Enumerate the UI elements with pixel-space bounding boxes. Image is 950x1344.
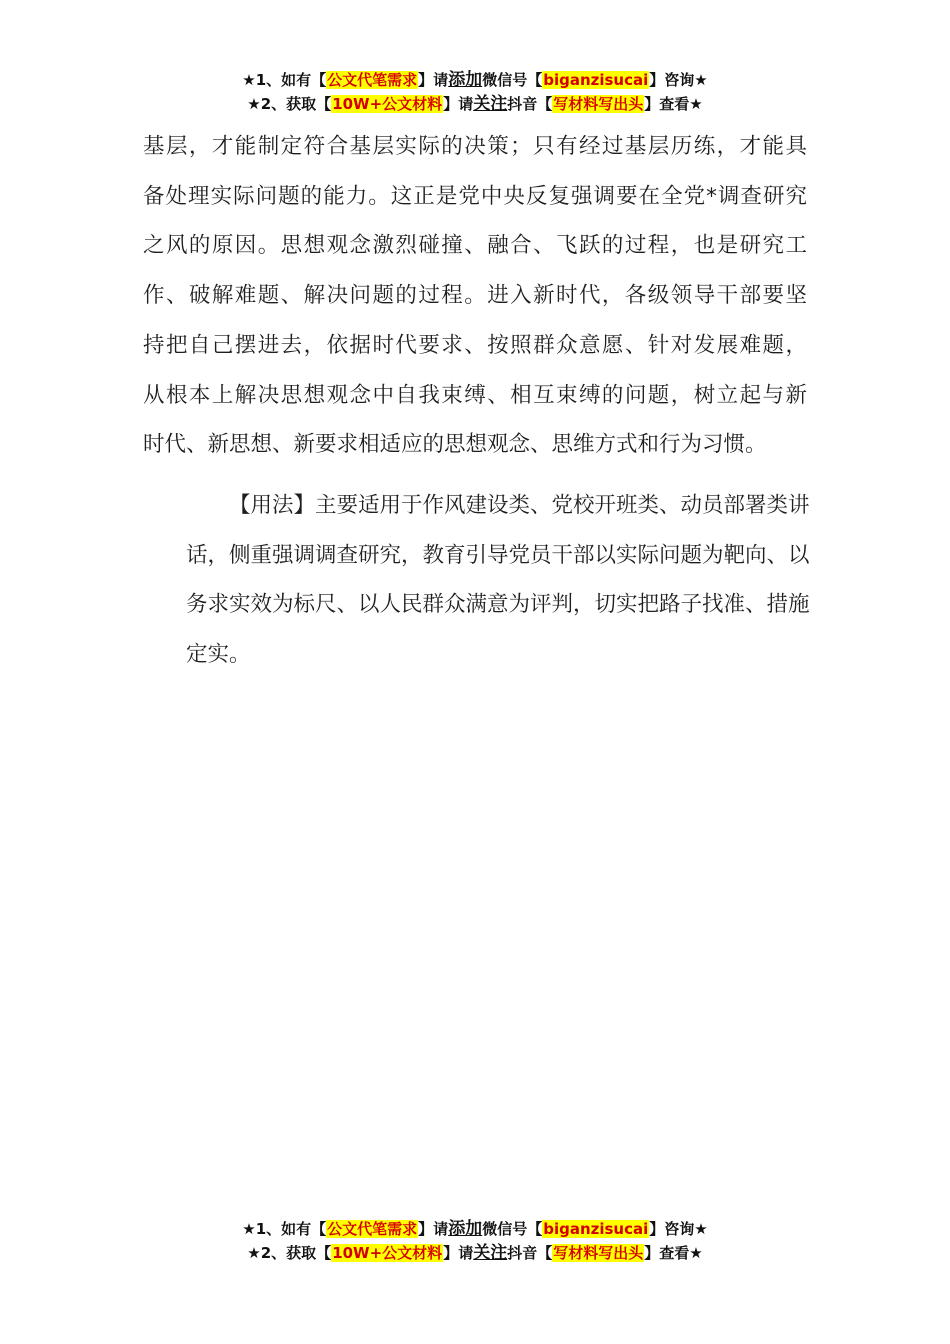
banner-text: 】咨询★ (649, 71, 708, 89)
highlight-douyin-account: 写材料写出头 (553, 95, 644, 113)
banner-text: 】请 (443, 95, 474, 113)
banner-line-1 (0, 68, 950, 92)
banner-line-1 (0, 1217, 950, 1241)
banner-emphasis: 添加 (448, 70, 483, 90)
banner-text: 】查看★ (644, 1244, 703, 1262)
highlight-wechat-id: biganzisucai (543, 1220, 649, 1238)
banner-text: ★1、如有【 (242, 71, 327, 89)
text-line: 备处理实际问题的能力。这正是党中央反复强调要在全党*调查研究 (143, 183, 807, 209)
banner-line-2 (0, 92, 950, 116)
banner-text: 微信号【 (482, 71, 543, 89)
banner-text: 】请 (418, 1220, 449, 1238)
text-line: 基层，才能制定符合基层实际的决策；只有经过基层历练，才能具 (143, 134, 807, 159)
banner-text: 抖音【 (507, 1244, 553, 1262)
highlight-materials: 10W+公文材料 (332, 95, 443, 113)
text-line: 时代、新思想、新要求相适应的思想观念、思维方式和行为习惯。 (143, 432, 767, 458)
highlight-service: 公文代笔需求 (327, 71, 418, 89)
highlight-douyin-account: 写材料写出头 (553, 1244, 644, 1262)
banner-emphasis: 添加 (448, 1219, 483, 1239)
highlight-materials: 10W+公文材料 (332, 1244, 443, 1262)
banner-text: 抖音【 (507, 95, 553, 113)
banner-text: ★2、获取【 (247, 1244, 332, 1262)
text-line: 【用法】主要适用于作风建设类、党校开班类、动员部署类讲 (229, 493, 810, 518)
text-line: 话，侧重强调调查研究，教育引导党员干部以实际问题为靶向、以 (186, 542, 810, 568)
banner-text: 】咨询★ (649, 1220, 708, 1238)
footer-banner (0, 1217, 950, 1265)
text-line: 作、破解难题、解决问题的过程。进入新时代，各级领导干部要坚 (143, 283, 807, 309)
banner-emphasis: 关注 (473, 1243, 508, 1263)
banner-text: ★2、获取【 (247, 95, 332, 113)
text-line: 从根本上解决思想观念中自我束缚、相互束缚的问题，树立起与新 (143, 382, 807, 408)
banner-emphasis: 关注 (473, 94, 508, 114)
text-line: 定实。 (186, 642, 251, 668)
banner-line-2 (0, 1241, 950, 1265)
banner-text: 】请 (418, 71, 449, 89)
banner-text: ★1、如有【 (242, 1220, 327, 1238)
highlight-service: 公文代笔需求 (327, 1220, 418, 1238)
text-line: 务求实效为标尺、以人民群众满意为评判，切实把路子找准、措施 (186, 592, 810, 618)
header-banner (0, 68, 950, 116)
text-line: 之风的原因。思想观念激烈碰撞、融合、飞跃的过程，也是研究工 (143, 233, 807, 259)
text-line: 持把自己摆进去，依据时代要求、按照群众意愿、针对发展难题， (143, 332, 807, 358)
banner-text: 】查看★ (644, 95, 703, 113)
body-paragraph-2 (143, 481, 810, 680)
banner-text: 微信号【 (482, 1220, 543, 1238)
highlight-wechat-id: biganzisucai (543, 71, 649, 89)
body-paragraph-1 (143, 122, 807, 470)
banner-text: 】请 (443, 1244, 474, 1262)
